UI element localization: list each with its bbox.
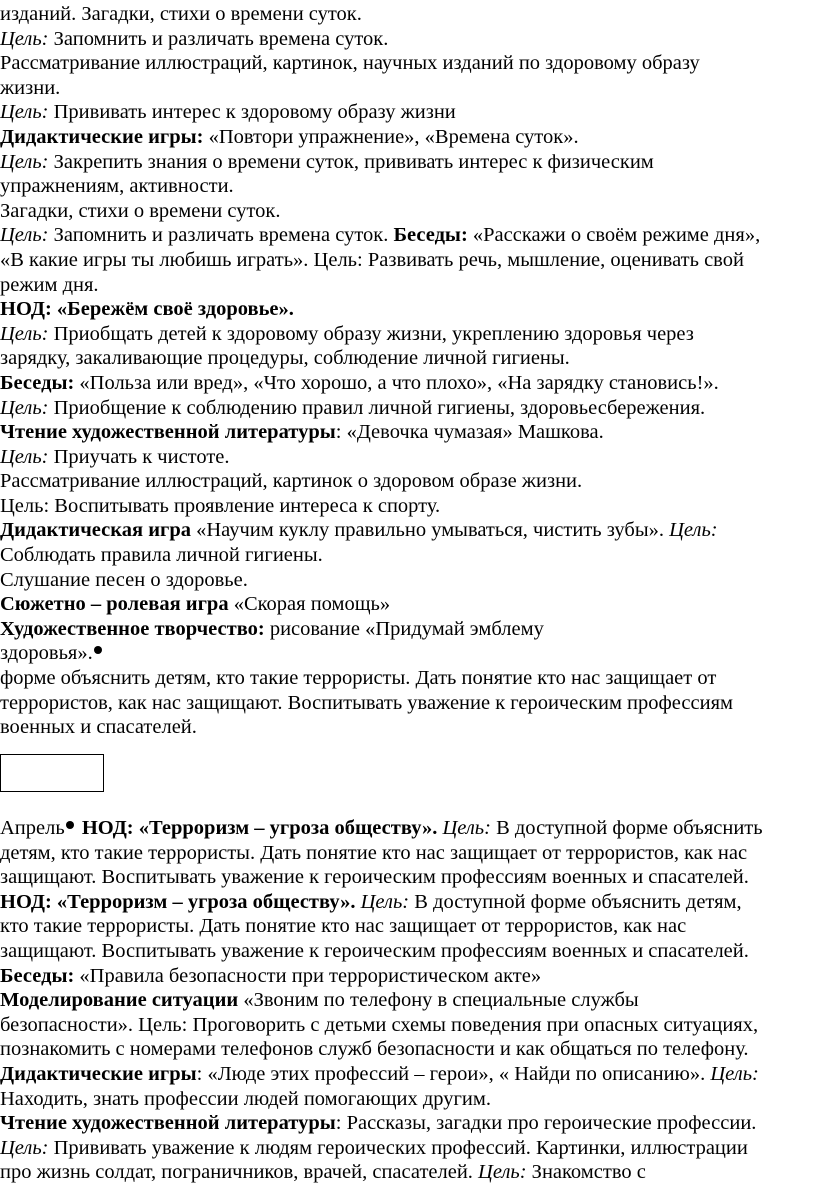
activity-heading: Моделирование ситуации «Звоним по телефону в специальные службы [0, 989, 639, 1012]
text-line: детям, кто такие террористы. Дать понятие кто нас защищает от террористов, как нас [0, 841, 748, 864]
bullet-icon [66, 821, 74, 829]
text-line: режим дня. [0, 273, 99, 296]
activity-heading: Чтение художественной литературы: Рассказы, загадки про героические профессии. [0, 1112, 757, 1135]
activity-heading: Дидактические игры: «Люде этих профессий – герои», « Найди по описанию». Цель: [0, 1062, 759, 1085]
text-line: упражнениям, активности. [0, 175, 234, 198]
text-line: военных и спасателей. [0, 716, 197, 739]
text-line: Рассматривание иллюстраций, картинок о здоровом образе жизни. [0, 470, 583, 493]
text-line: защищают. Воспитывать уважение к героическим профессиям военных и спасателей. [0, 866, 749, 889]
text-line: Цель: Воспитывать проявление интереса к спорту. [0, 494, 441, 517]
text-line: здоровья». [0, 641, 814, 666]
text-line: Соблюдать правила личной гигиены. [0, 544, 323, 567]
text-line: Слушание песен о здоровье. [0, 568, 248, 591]
goal-line: Цель: Закрепить знания о времени суток, прививать интерес к физическим [0, 150, 654, 173]
text-line: безопасности». Цель: Проговорить с детьми схемы поведения при опасных ситуациях, [0, 1013, 759, 1036]
activity-heading: Сюжетно – ролевая игра «Скорая помощь» [0, 593, 391, 616]
goal-line: Цель: Прививать интерес к здоровому образу жизни [0, 101, 456, 124]
goal-line: Цель: Запомнить и различать времена суток. [0, 27, 389, 50]
month-lesson-line: Апрель НОД: «Терроризм – угроза обществу». Цель: В доступной форме объяснить [0, 817, 763, 839]
text-line: форме объяснить детям, кто такие террористы. Дать понятие кто нас защищает от [0, 667, 717, 690]
bullet-icon [94, 646, 102, 654]
text-line: зарядку, закаливающие процедуры, соблюдение личной гигиены. [0, 347, 570, 370]
section-terrorism-plan [0, 816, 814, 1185]
activity-heading: Чтение художественной литературы: «Девочка чумазая» Машкова. [0, 421, 604, 444]
text-line: Рассматривание иллюстраций, картинок, научных изданий по здоровому образу [0, 52, 700, 75]
text-line: защищают. Воспитывать уважение к героическим профессиям военных и спасателей. [0, 939, 749, 962]
text-line: познакомить с номерами телефонов служб безопасности и как общаться по телефону. [0, 1038, 749, 1061]
goal-line: про жизнь солдат, пограничников, врачей, спасателей. Цель: Знакомство с [0, 1161, 646, 1184]
goal-line: Цель: Прививать уважение к людям героических профессий. Картинки, иллюстрации [0, 1136, 748, 1159]
text-line: Находить, знать профессии людей помогающих другим. [0, 1087, 491, 1110]
lesson-title: НОД: «Терроризм – угроза обществу». Цель: В доступной форме объяснить детям, [0, 890, 742, 913]
goal-line: Цель: Запомнить и различать времена суток. Беседы: «Расскажи о своём режиме дня», [0, 224, 761, 247]
text-line: жизни. [0, 76, 61, 99]
goal-line: Цель: Приучать к чистоте. [0, 445, 230, 468]
text-line: «В какие игры ты любишь играть». Цель: Развивать речь, мышление, оценивать свой [0, 248, 744, 271]
lesson-title: НОД: «Бережём своё здоровье». [0, 298, 294, 321]
text-line: террористов, как нас защищают. Воспитывать уважение к героическим профессиям [0, 691, 733, 714]
activity-heading: Беседы: «Правила безопасности при террористическом акте» [0, 964, 542, 987]
activity-heading: Дидактическая игра «Научим куклу правильно умываться, чистить зубы». Цель: [0, 519, 718, 542]
goal-line: Цель: Приобщать детей к здоровому образу жизни, укреплению здоровья через [0, 322, 694, 345]
empty-table-cell [0, 754, 104, 792]
goal-line: Цель: Приобщение к соблюдению правил личной гигиены, здоровьесбережения. [0, 396, 706, 419]
text-line: изданий. Загадки, стихи о времени суток. [0, 3, 362, 25]
text-line: Загадки, стихи о времени суток. [0, 199, 281, 222]
section-health-plan [0, 2, 814, 740]
activity-heading: Беседы: «Польза или вред», «Что хорошо, а что плохо», «На зарядку становись!». [0, 371, 719, 394]
text-line: кто такие террористы. Дать понятие кто нас защищает от террористов, как нас [0, 915, 687, 938]
activity-heading: Дидактические игры: «Повтори упражнение», «Времена суток». [0, 125, 579, 148]
activity-heading: Художественное творчество: рисование «Придумай эмблему [0, 617, 544, 640]
